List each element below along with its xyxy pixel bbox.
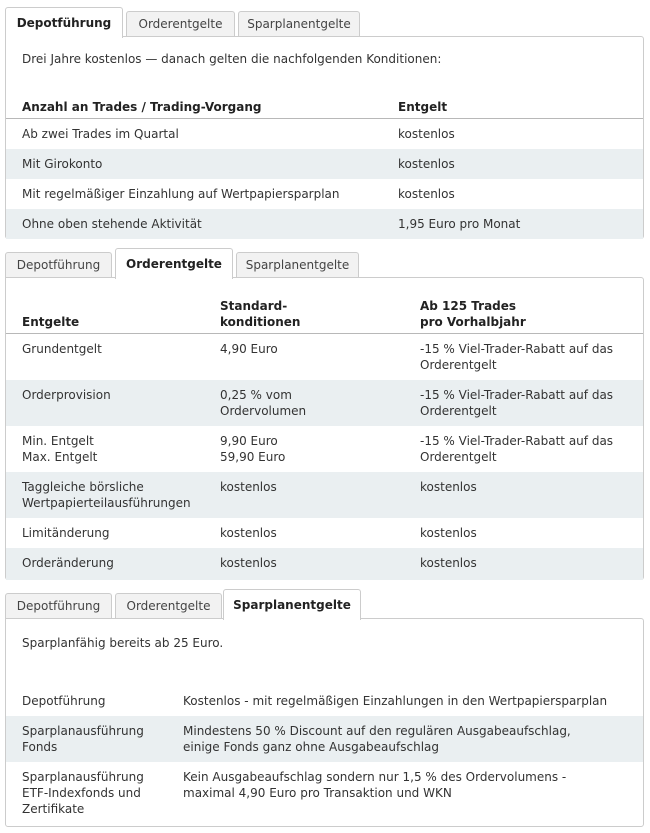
- tab-sparplanentgelte[interactable]: Sparplanentgelte: [223, 589, 361, 620]
- table-cell: kostenlos: [398, 127, 455, 141]
- table-cell: Orderprovision: [22, 388, 111, 402]
- table-cell: 0,25 % vom Ordervolumen: [220, 388, 307, 418]
- tab-sparplanentgelte[interactable]: Sparplanentgelte: [236, 252, 359, 278]
- column-header: Ab 125 Trades pro Vorhalbjahr: [420, 299, 526, 329]
- tab-orderentgelte[interactable]: Orderentgelte: [115, 248, 233, 279]
- table-cell: Mindestens 50 % Discount auf den regulären Ausgabeaufschlag, einige Fonds ganz ohne Ausgabeaufschlag: [183, 724, 571, 754]
- table-cell: Mit regelmäßiger Einzahlung auf Wertpapiersparplan: [22, 187, 340, 201]
- table-cell: kostenlos: [220, 480, 277, 494]
- depot-panel: [5, 36, 644, 239]
- order-widget: [5, 248, 644, 580]
- table-cell: Kein Ausgabeaufschlag sondern nur 1,5 % des Ordervolumens - maximal 4,90 Euro pro Transaktion und WKN: [183, 770, 567, 800]
- table-header: [6, 296, 643, 332]
- tab-orderentgelte[interactable]: Orderentgelte: [115, 593, 222, 619]
- table-cell: Ab zwei Trades im Quartal: [22, 127, 179, 141]
- table-header: [6, 97, 643, 117]
- table-row: [6, 762, 643, 826]
- tab-bar: [5, 589, 644, 619]
- sparplan-panel: [5, 618, 644, 827]
- table-cell: Orderänderung: [22, 556, 114, 570]
- table-cell: -15 % Viel-Trader-Rabatt auf das Orderentgelt: [420, 434, 614, 464]
- table-cell: kostenlos: [420, 556, 477, 570]
- table-row: [6, 334, 643, 380]
- table-cell: 4,90 Euro: [220, 342, 278, 356]
- table-cell: kostenlos: [420, 526, 477, 540]
- tab-depotfuehrung[interactable]: Depotführung: [5, 252, 112, 278]
- table-row: [6, 209, 643, 239]
- table-cell: kostenlos: [220, 526, 277, 540]
- column-header: Anzahl an Trades / Trading-Vorgang: [22, 100, 262, 114]
- tab-depotfuehrung[interactable]: Depotführung: [5, 7, 123, 38]
- tab-bar: [5, 248, 644, 278]
- table-cell: -15 % Viel-Trader-Rabatt auf das Orderentgelt: [420, 388, 614, 418]
- table-cell: Kostenlos - mit regelmäßigen Einzahlungen in den Wertpapiersparplan: [183, 694, 608, 708]
- sparplan-widget: [5, 589, 644, 827]
- table-row: [6, 472, 643, 518]
- column-header: Entgelt: [398, 100, 448, 114]
- table-cell: Sparplanausführung ETF-Indexfonds und Zertifikate: [22, 770, 144, 816]
- table-cell: kostenlos: [398, 187, 455, 201]
- table-row: [6, 686, 643, 716]
- tab-depotfuehrung[interactable]: Depotführung: [5, 593, 112, 619]
- depot-widget: [5, 7, 644, 239]
- table-cell: Min. Entgelt Max. Entgelt: [22, 434, 98, 464]
- table-cell: Limitänderung: [22, 526, 110, 540]
- table-cell: kostenlos: [220, 556, 277, 570]
- table-cell: Ohne oben stehende Aktivität: [22, 217, 202, 231]
- tab-bar: [5, 7, 644, 37]
- column-header: Standard- konditionen: [220, 299, 301, 329]
- table-row: [6, 380, 643, 426]
- table-row: [6, 149, 643, 179]
- order-panel: [5, 277, 644, 580]
- table-row: [6, 518, 643, 548]
- table-row: [6, 119, 643, 149]
- table-cell: Sparplanausführung Fonds: [22, 724, 144, 754]
- table-row: [6, 716, 643, 762]
- table-cell: Mit Girokonto: [22, 157, 103, 171]
- table-cell: Taggleiche börsliche Wertpapierteilausführungen: [22, 480, 191, 510]
- table-cell: kostenlos: [398, 157, 455, 171]
- table-cell: -15 % Viel-Trader-Rabatt auf das Orderentgelt: [420, 342, 614, 372]
- table-row: [6, 426, 643, 472]
- table-cell: 9,90 Euro 59,90 Euro: [220, 434, 286, 464]
- tab-sparplanentgelte[interactable]: Sparplanentgelte: [238, 11, 360, 37]
- table-cell: kostenlos: [420, 480, 477, 494]
- depot-intro: Drei Jahre kostenlos — danach gelten die nachfolgenden Konditionen:: [22, 52, 442, 66]
- table-row: [6, 548, 643, 580]
- table-cell: Grundentgelt: [22, 342, 102, 356]
- table-cell: Depotführung: [22, 694, 106, 708]
- table-row: [6, 179, 643, 209]
- tab-orderentgelte[interactable]: Orderentgelte: [126, 11, 235, 37]
- table-cell: 1,95 Euro pro Monat: [398, 217, 521, 231]
- column-header: Entgelte: [22, 315, 80, 329]
- sparplan-intro: Sparplanfähig bereits ab 25 Euro.: [22, 636, 224, 650]
